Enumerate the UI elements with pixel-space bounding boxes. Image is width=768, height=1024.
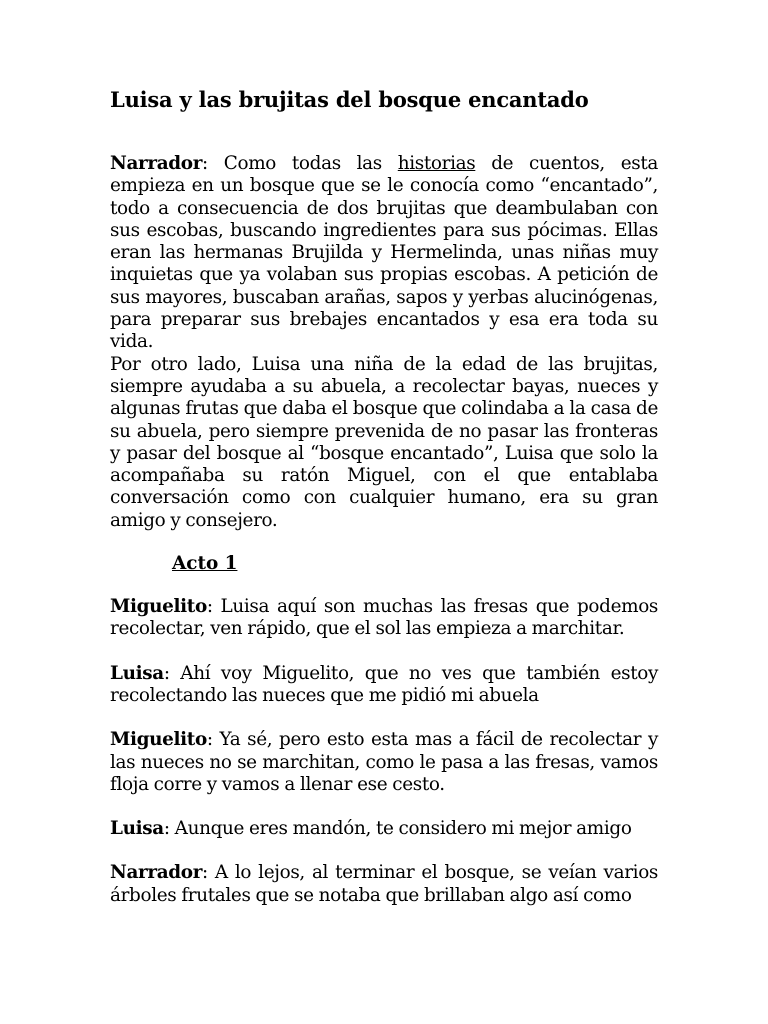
intro-paragraph (110, 153, 658, 354)
intro-text-before-link: : Como todas las (202, 153, 398, 174)
dialogue-text: : Aunque eres mandón, te considero mi mejor amigo (163, 818, 632, 840)
document-page (110, 86, 658, 907)
dialogue-text: : Luisa aquí son muchas las fresas que podemos recolectar, ven rápido, que el sol las empieza a marchitar. (110, 596, 658, 640)
dialogue-line (110, 818, 658, 840)
dialogue-line (110, 729, 658, 796)
speaker-label: Luisa (110, 662, 164, 684)
dialogue-line (110, 862, 658, 907)
speaker-label: Narrador (110, 153, 203, 174)
speaker-label: Narrador (110, 862, 203, 884)
act-heading: Acto 1 (172, 553, 238, 575)
dialogue-line (110, 663, 658, 708)
dialogue-text: : A lo lejos, al terminar el bosque, se veían varios árboles frutales que se notaba que brillaban algo así como (110, 862, 658, 906)
speaker-label: Miguelito (110, 596, 207, 618)
historias-link[interactable]: historias (397, 153, 476, 174)
speaker-label: Miguelito (110, 729, 207, 751)
intro-text-after-link: de cuentos, esta empieza en un bosque que se le conocía como “encantado”, todo a consecuencia de dos brujitas que deambulaban con sus escobas, buscando ingredientes para sus pócimas. Ellas eran las hermanas Brujilda y Hermelinda, unas niñas muy inquietas que ya volaban sus propias escobas. A petición de sus mayores, buscaban arañas, sapos y yerbas alucinógenas, para preparar sus brebajes encantados y esa era toda su vida. (110, 153, 658, 353)
dialogue-line (110, 596, 658, 641)
intro-second-paragraph: Por otro lado, Luisa una niña de la edad de las brujitas, siempre ayudaba a su abuela, a recolectar bayas, nueces y algunas frutas que daba el bosque que colindaba a la casa de su abuela, pero siempre prevenida de no pasar las fronteras y pasar del bosque al “bosque encantado”, Luisa que solo la acompañaba su ratón Miguel, con el que entablaba conversación como con cualquier humano, era su gran amigo y consejero. (110, 353, 658, 531)
document-title: Luisa y las brujitas del bosque encantado (110, 87, 589, 112)
dialogue-text: : Ya sé, pero esto esta mas a fácil de recolectar y las nueces no se marchitan, como le pasa a las fresas, vamos floja corre y vamos a llenar ese cesto. (110, 729, 658, 795)
dialogue-text: : Ahí voy Miguelito, que no ves que también estoy recolectando las nueces que me pidió mi abuela (110, 662, 658, 706)
speaker-label: Luisa (110, 818, 164, 840)
